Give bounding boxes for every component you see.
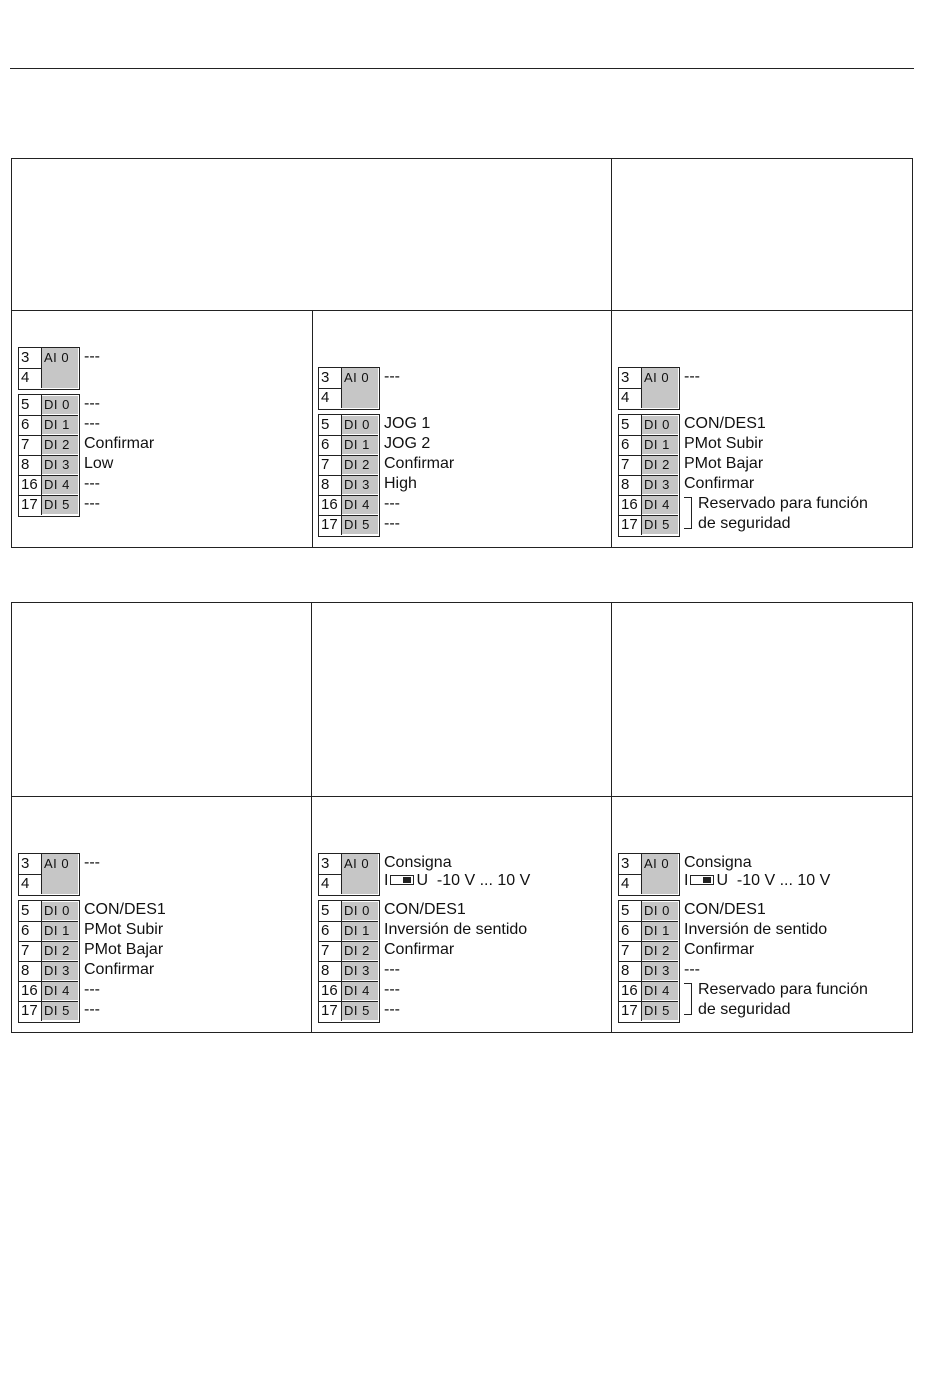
terminal-number: 16 — [19, 475, 42, 495]
terminal-number: 5 — [19, 395, 42, 415]
signal-name: AI 0 — [344, 856, 370, 871]
terminal-number: 17 — [619, 1001, 642, 1021]
terminal-number: 16 — [619, 981, 642, 1001]
signal-name: DI 0 — [342, 416, 378, 434]
terminal-number: 7 — [19, 435, 42, 455]
switch-i-label: I — [384, 872, 389, 889]
ai-function-label: --- — [684, 368, 700, 385]
di-function-label: Confirmar — [384, 941, 455, 958]
terminal-number: 7 — [319, 455, 342, 475]
di-function-label: Confirmar — [684, 475, 755, 492]
di-function-label: --- — [384, 1001, 400, 1018]
switch-knob-icon — [703, 877, 711, 883]
table-1 — [11, 158, 913, 548]
terminal-number: 5 — [619, 901, 642, 921]
di-function-label: Low — [84, 455, 114, 472]
di-terminal-table — [618, 900, 680, 1023]
di-function-label: --- — [384, 981, 400, 998]
reserved-label: de seguridad — [698, 515, 791, 532]
di-function-label: --- — [84, 981, 100, 998]
reserved-label: de seguridad — [698, 1001, 791, 1018]
dip-switch-icon — [390, 875, 414, 885]
signal-name: DI 1 — [642, 922, 678, 940]
di-terminal-table — [618, 414, 680, 537]
signal-name: DI 0 — [342, 902, 378, 920]
terminal-number: 8 — [19, 961, 42, 981]
di-function-label: CON/DES1 — [684, 901, 766, 918]
signal-name: DI 1 — [642, 436, 678, 454]
signal-name: DI 4 — [342, 496, 378, 514]
signal-name: DI 1 — [42, 922, 78, 940]
reserved-bracket — [684, 497, 692, 529]
terminal-number: 8 — [619, 475, 642, 495]
voltage-range: -10 V ... 10 V — [736, 872, 831, 889]
di-function-label: High — [384, 475, 417, 492]
di-function-label: --- — [384, 961, 400, 978]
di-terminal-table — [18, 394, 80, 517]
ai-function-label: --- — [84, 348, 100, 365]
table-1-divider-main — [611, 158, 612, 548]
spacer — [428, 872, 437, 889]
signal-name: DI 5 — [342, 1002, 378, 1020]
terminal-number: 6 — [19, 921, 42, 941]
signal-name: DI 5 — [642, 1002, 678, 1020]
signal-name: DI 2 — [342, 456, 378, 474]
signal-name: DI 5 — [342, 516, 378, 534]
di-function-label: PMot Subir — [684, 435, 764, 452]
signal-name: DI 3 — [342, 962, 378, 980]
terminal-number: 6 — [319, 921, 342, 941]
signal-name: DI 1 — [342, 436, 378, 454]
signal-name: DI 4 — [642, 496, 678, 514]
terminal-number: 17 — [619, 515, 642, 535]
signal-name: DI 5 — [42, 496, 78, 514]
di-function-label: --- — [384, 515, 400, 532]
di-function-label: --- — [84, 475, 100, 492]
di-function-label: --- — [84, 495, 100, 512]
di-function-label: CON/DES1 — [684, 415, 766, 432]
signal-name: DI 4 — [642, 982, 678, 1000]
terminal-number: 7 — [619, 941, 642, 961]
signal-name: DI 2 — [642, 942, 678, 960]
terminal-number: 7 — [319, 941, 342, 961]
terminal-number: 16 — [19, 981, 42, 1001]
di-terminal-table — [318, 900, 380, 1023]
terminal-number: 3 — [19, 854, 42, 874]
di-function-label: Confirmar — [384, 455, 455, 472]
terminal-number: 3 — [619, 368, 642, 388]
signal-name: AI 0 — [44, 350, 70, 365]
di-function-label: CON/DES1 — [84, 901, 166, 918]
terminal-number: 4 — [19, 874, 42, 894]
reserved-label: Reservado para función — [698, 495, 868, 512]
table-2-divider-1 — [311, 602, 312, 1033]
switch-knob-icon — [403, 877, 411, 883]
di-function-label: Inversión de sentido — [384, 921, 528, 938]
terminal-number: 3 — [19, 348, 42, 368]
ai-function-label: Consigna — [384, 854, 452, 871]
terminal-number: 4 — [319, 388, 342, 408]
di-function-label: --- — [684, 961, 700, 978]
signal-name: AI 0 — [644, 370, 670, 385]
signal-name: DI 4 — [42, 982, 78, 1000]
ai-range-label — [684, 871, 830, 891]
ai-function-label: --- — [84, 854, 100, 871]
signal-name: AI 0 — [344, 370, 370, 385]
terminal-number: 4 — [619, 388, 642, 408]
signal-name: DI 3 — [642, 962, 678, 980]
di-function-label: JOG 1 — [384, 415, 431, 432]
terminal-number: 5 — [19, 901, 42, 921]
signal-name: DI 2 — [42, 436, 78, 454]
signal-name: DI 3 — [42, 456, 78, 474]
terminal-number: 17 — [19, 1001, 42, 1021]
switch-u-label: U — [716, 872, 729, 889]
reserved-label: Reservado para función — [698, 981, 868, 998]
terminal-number: 8 — [19, 455, 42, 475]
ai-terminal-table — [318, 367, 380, 410]
di-terminal-table — [18, 900, 80, 1023]
reserved-bracket — [684, 983, 692, 1015]
terminal-number: 3 — [319, 854, 342, 874]
terminal-number: 7 — [619, 455, 642, 475]
terminal-number: 5 — [319, 415, 342, 435]
signal-name: DI 2 — [642, 456, 678, 474]
table-1-header-separator — [11, 310, 913, 311]
switch-i-label: I — [684, 872, 689, 889]
di-function-label: Confirmar — [84, 435, 155, 452]
signal-name: DI 3 — [42, 962, 78, 980]
terminal-number: 6 — [319, 435, 342, 455]
di-function-label: PMot Bajar — [684, 455, 764, 472]
ai-terminal-table — [618, 853, 680, 896]
terminal-number: 4 — [619, 874, 642, 894]
di-function-label: JOG 2 — [384, 435, 431, 452]
ai-terminal-table — [18, 347, 80, 390]
terminal-number: 17 — [319, 515, 342, 535]
terminal-number: 7 — [19, 941, 42, 961]
signal-name: DI 1 — [42, 416, 78, 434]
di-function-label: --- — [84, 1001, 100, 1018]
di-function-label: PMot Bajar — [84, 941, 164, 958]
spacer — [728, 872, 737, 889]
terminal-number: 3 — [619, 854, 642, 874]
terminal-number: 6 — [619, 921, 642, 941]
terminal-number: 4 — [319, 874, 342, 894]
signal-name: DI 3 — [342, 476, 378, 494]
terminal-number: 17 — [319, 1001, 342, 1021]
signal-name: DI 0 — [642, 416, 678, 434]
ai-terminal-table — [18, 853, 80, 896]
ai-terminal-table — [318, 853, 380, 896]
di-function-label: PMot Subir — [84, 921, 164, 938]
switch-u-label: U — [416, 872, 429, 889]
signal-name: AI 0 — [644, 856, 670, 871]
signal-name: DI 1 — [342, 922, 378, 940]
terminal-number: 8 — [319, 475, 342, 495]
signal-name: DI 4 — [342, 982, 378, 1000]
terminal-number: 8 — [319, 961, 342, 981]
di-function-label: --- — [84, 395, 100, 412]
signal-name: DI 2 — [342, 942, 378, 960]
signal-name: DI 0 — [642, 902, 678, 920]
di-function-label: Confirmar — [684, 941, 755, 958]
di-function-label: Inversión de sentido — [684, 921, 828, 938]
ai-range-label — [384, 871, 530, 891]
header-rule — [10, 68, 914, 69]
terminal-number: 5 — [319, 901, 342, 921]
di-function-label: Confirmar — [84, 961, 155, 978]
signal-name: DI 3 — [642, 476, 678, 494]
di-function-label: CON/DES1 — [384, 901, 466, 918]
voltage-range: -10 V ... 10 V — [436, 872, 531, 889]
terminal-number: 16 — [319, 495, 342, 515]
ai-terminal-table — [618, 367, 680, 410]
ai-function-label: Consigna — [684, 854, 752, 871]
signal-name: DI 0 — [42, 396, 78, 414]
terminal-number: 3 — [319, 368, 342, 388]
signal-name: DI 0 — [42, 902, 78, 920]
signal-name: DI 5 — [42, 1002, 78, 1020]
dip-switch-icon — [690, 875, 714, 885]
terminal-number: 8 — [619, 961, 642, 981]
terminal-number: 16 — [619, 495, 642, 515]
table-1-divider-lower — [312, 310, 313, 548]
signal-name: DI 5 — [642, 516, 678, 534]
di-terminal-table — [318, 414, 380, 537]
table-2-divider-2 — [611, 602, 612, 1033]
terminal-number: 5 — [619, 415, 642, 435]
terminal-number: 16 — [319, 981, 342, 1001]
terminal-number: 17 — [19, 495, 42, 515]
signal-name: DI 2 — [42, 942, 78, 960]
table-2-header-separator — [11, 796, 913, 797]
signal-name: AI 0 — [44, 856, 70, 871]
terminal-number: 6 — [619, 435, 642, 455]
ai-function-label: --- — [384, 368, 400, 385]
terminal-number: 6 — [19, 415, 42, 435]
signal-name: DI 4 — [42, 476, 78, 494]
di-function-label: --- — [84, 415, 100, 432]
terminal-number: 4 — [19, 368, 42, 388]
di-function-label: --- — [384, 495, 400, 512]
